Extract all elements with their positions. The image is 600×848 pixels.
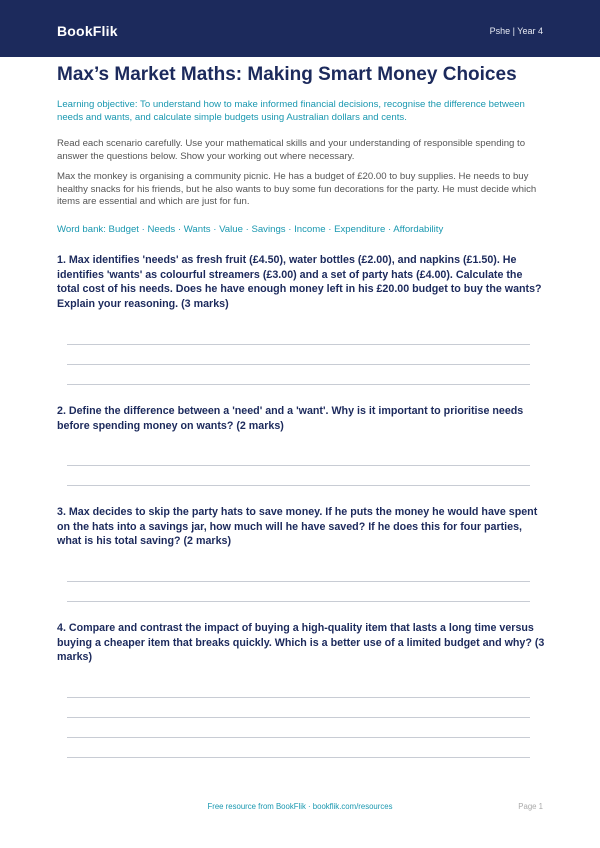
answer-line[interactable] xyxy=(67,364,530,365)
word-bank: Word bank: Budget · Needs · Wants · Value · Savings · Income · Expenditure · Affordability xyxy=(57,224,444,235)
question-3: 3. Max decides to skip the party hats to save money. If he puts the money he would have spent on the hats into a savings jar, how much will he have saved? If he does this for four parties, what is his total saving? (2 marks) xyxy=(57,506,538,547)
answer-line[interactable] xyxy=(67,465,530,466)
question-2: 2. Define the difference between a 'need' and a 'want'. Why is it important to prioritise needs before spending money on wants? (2 marks) xyxy=(57,405,524,432)
page-number: Page 1 xyxy=(518,802,543,811)
question-1: 1. Max identifies 'needs' as fresh fruit (£4.50), water bottles (£2.00), and napkins (£1.50). He identifies 'wants' as colourful streamers (£3.00) and a set of party hats (£4.00). Calculate the total cost of his needs. Does he have enough money left in his £20.00 budget to buy the wants? Explain your reasoning. (3 marks) xyxy=(57,254,542,310)
answer-line[interactable] xyxy=(67,697,530,698)
question-4: 4. Compare and contrast the impact of buying a high-quality item that lasts a long time versus buying a cheaper item that breaks quickly. Which is a better use of a limited budget and why? (3 marks) xyxy=(57,622,545,663)
learning-objective: Learning objective: To understand how to make informed financial decisions, recognise the difference between needs and wants, and calculate simple budgets using Australian dollars and cents. xyxy=(57,99,525,123)
answer-line[interactable] xyxy=(67,717,530,718)
answer-line[interactable] xyxy=(67,601,530,602)
subject-year-label: Pshe | Year 4 xyxy=(489,26,543,36)
brand-logo-text[interactable]: BookFlik xyxy=(57,23,118,39)
answer-line[interactable] xyxy=(67,757,530,758)
scenario-paragraph: Max the monkey is organising a community picnic. He has a budget of £20.00 to buy supplies. He needs to buy healthy snacks for his friends, but he also wants to buy some fun decorations for the party. He must decide which items are essential and which are just for fun. xyxy=(57,171,537,207)
answer-line[interactable] xyxy=(67,384,530,385)
worksheet-title: Max’s Market Maths: Making Smart Money Choices xyxy=(57,64,517,85)
answer-line[interactable] xyxy=(67,485,530,486)
header-bar xyxy=(0,0,600,57)
answer-line[interactable] xyxy=(67,581,530,582)
answer-line[interactable] xyxy=(67,737,530,738)
instructions-paragraph: Read each scenario carefully. Use your mathematical skills and your understanding of responsible spending to answer the questions below. Show your working out where necessary. xyxy=(57,138,526,162)
footer-credit[interactable]: Free resource from BookFlik · bookflik.com/resources xyxy=(207,802,393,811)
answer-line[interactable] xyxy=(67,344,530,345)
